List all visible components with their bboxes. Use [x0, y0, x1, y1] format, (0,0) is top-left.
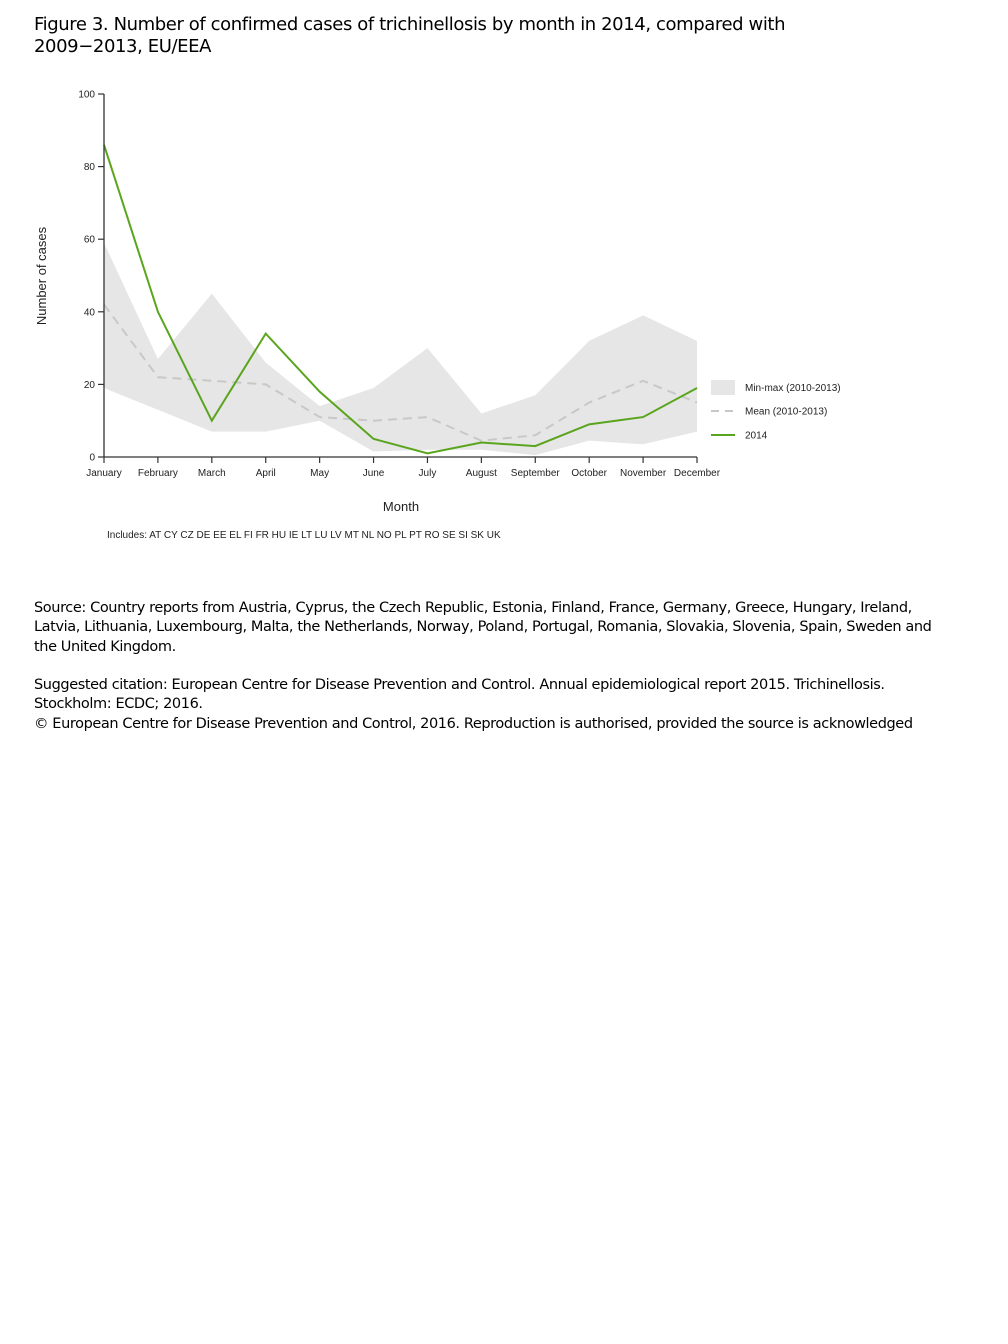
y-tick-label: 100 [78, 89, 95, 101]
min-max-band [104, 243, 697, 455]
min-max-band-layer [104, 243, 697, 455]
x-tick-label: July [418, 468, 437, 479]
figure-title [34, 14, 934, 58]
x-axis-ticks [86, 457, 721, 479]
x-tick-label: October [571, 468, 607, 479]
x-tick-label: December [673, 468, 721, 479]
y-tick-label: 80 [83, 162, 95, 174]
legend [711, 380, 841, 442]
x-tick-label: August [465, 468, 497, 479]
y-axis-ticks [78, 90, 104, 464]
legend-swatch-min-max [711, 380, 735, 395]
y-axis-title: Number of cases [34, 226, 49, 326]
citation-line-1: Suggested citation: European Centre for Disease Prevention and Control. Annual epidemiological report 2015. Trichinellosis. [34, 677, 885, 694]
source-line-1: Source: Country reports from Austria, Cyprus, the Czech Republic, Estonia, Finland, France, Germany, Greece, Hungary, Ireland, [34, 600, 912, 616]
copyright-line: © European Centre for Disease Prevention and Control, 2016. Reproduction is authorised, provided the source is acknowledged [34, 715, 913, 732]
legend-label-mean: Mean (2010-2013) [745, 406, 828, 418]
source-line-3: the United Kingdom. [34, 638, 176, 655]
countries-note: Includes: AT CY CZ DE EE EL FI FR HU IE LT LU LV MT NL NO PL PT RO SE SI SK UK [107, 530, 501, 541]
x-tick-label: April [255, 468, 276, 479]
y-tick-label: 60 [83, 234, 95, 246]
x-tick-label: September [510, 468, 560, 479]
x-axis-title: Month [382, 499, 420, 514]
y-tick-label: 40 [83, 307, 95, 319]
chart [0, 80, 1008, 560]
figure-footer [34, 599, 974, 734]
legend-label-min-max: Min-max (2010-2013) [745, 383, 841, 394]
figure-title-line-2: 2009−2013, EU/EEA [34, 36, 212, 57]
x-tick-label: January [86, 468, 122, 479]
x-tick-label: February [137, 468, 178, 479]
legend-label-2014: 2014 [745, 430, 768, 442]
x-tick-label: June [362, 468, 385, 479]
x-tick-label: May [310, 468, 330, 479]
citation-line-2: Stockholm: ECDC; 2016. [34, 696, 203, 713]
x-tick-label: March [197, 468, 226, 479]
figure-title-line-1: Figure 3. Number of confirmed cases of trichinellosis by month in 2014, compared with [34, 14, 786, 35]
source-line-2: Latvia, Lithuania, Luxembourg, Malta, the Netherlands, Norway, Poland, Portugal, Romania, Slovakia, Slovenia, Spain, Sweden and [34, 619, 932, 636]
x-tick-label: November [620, 468, 667, 479]
y-tick-label: 0 [89, 452, 95, 464]
y-tick-label: 20 [83, 379, 95, 391]
